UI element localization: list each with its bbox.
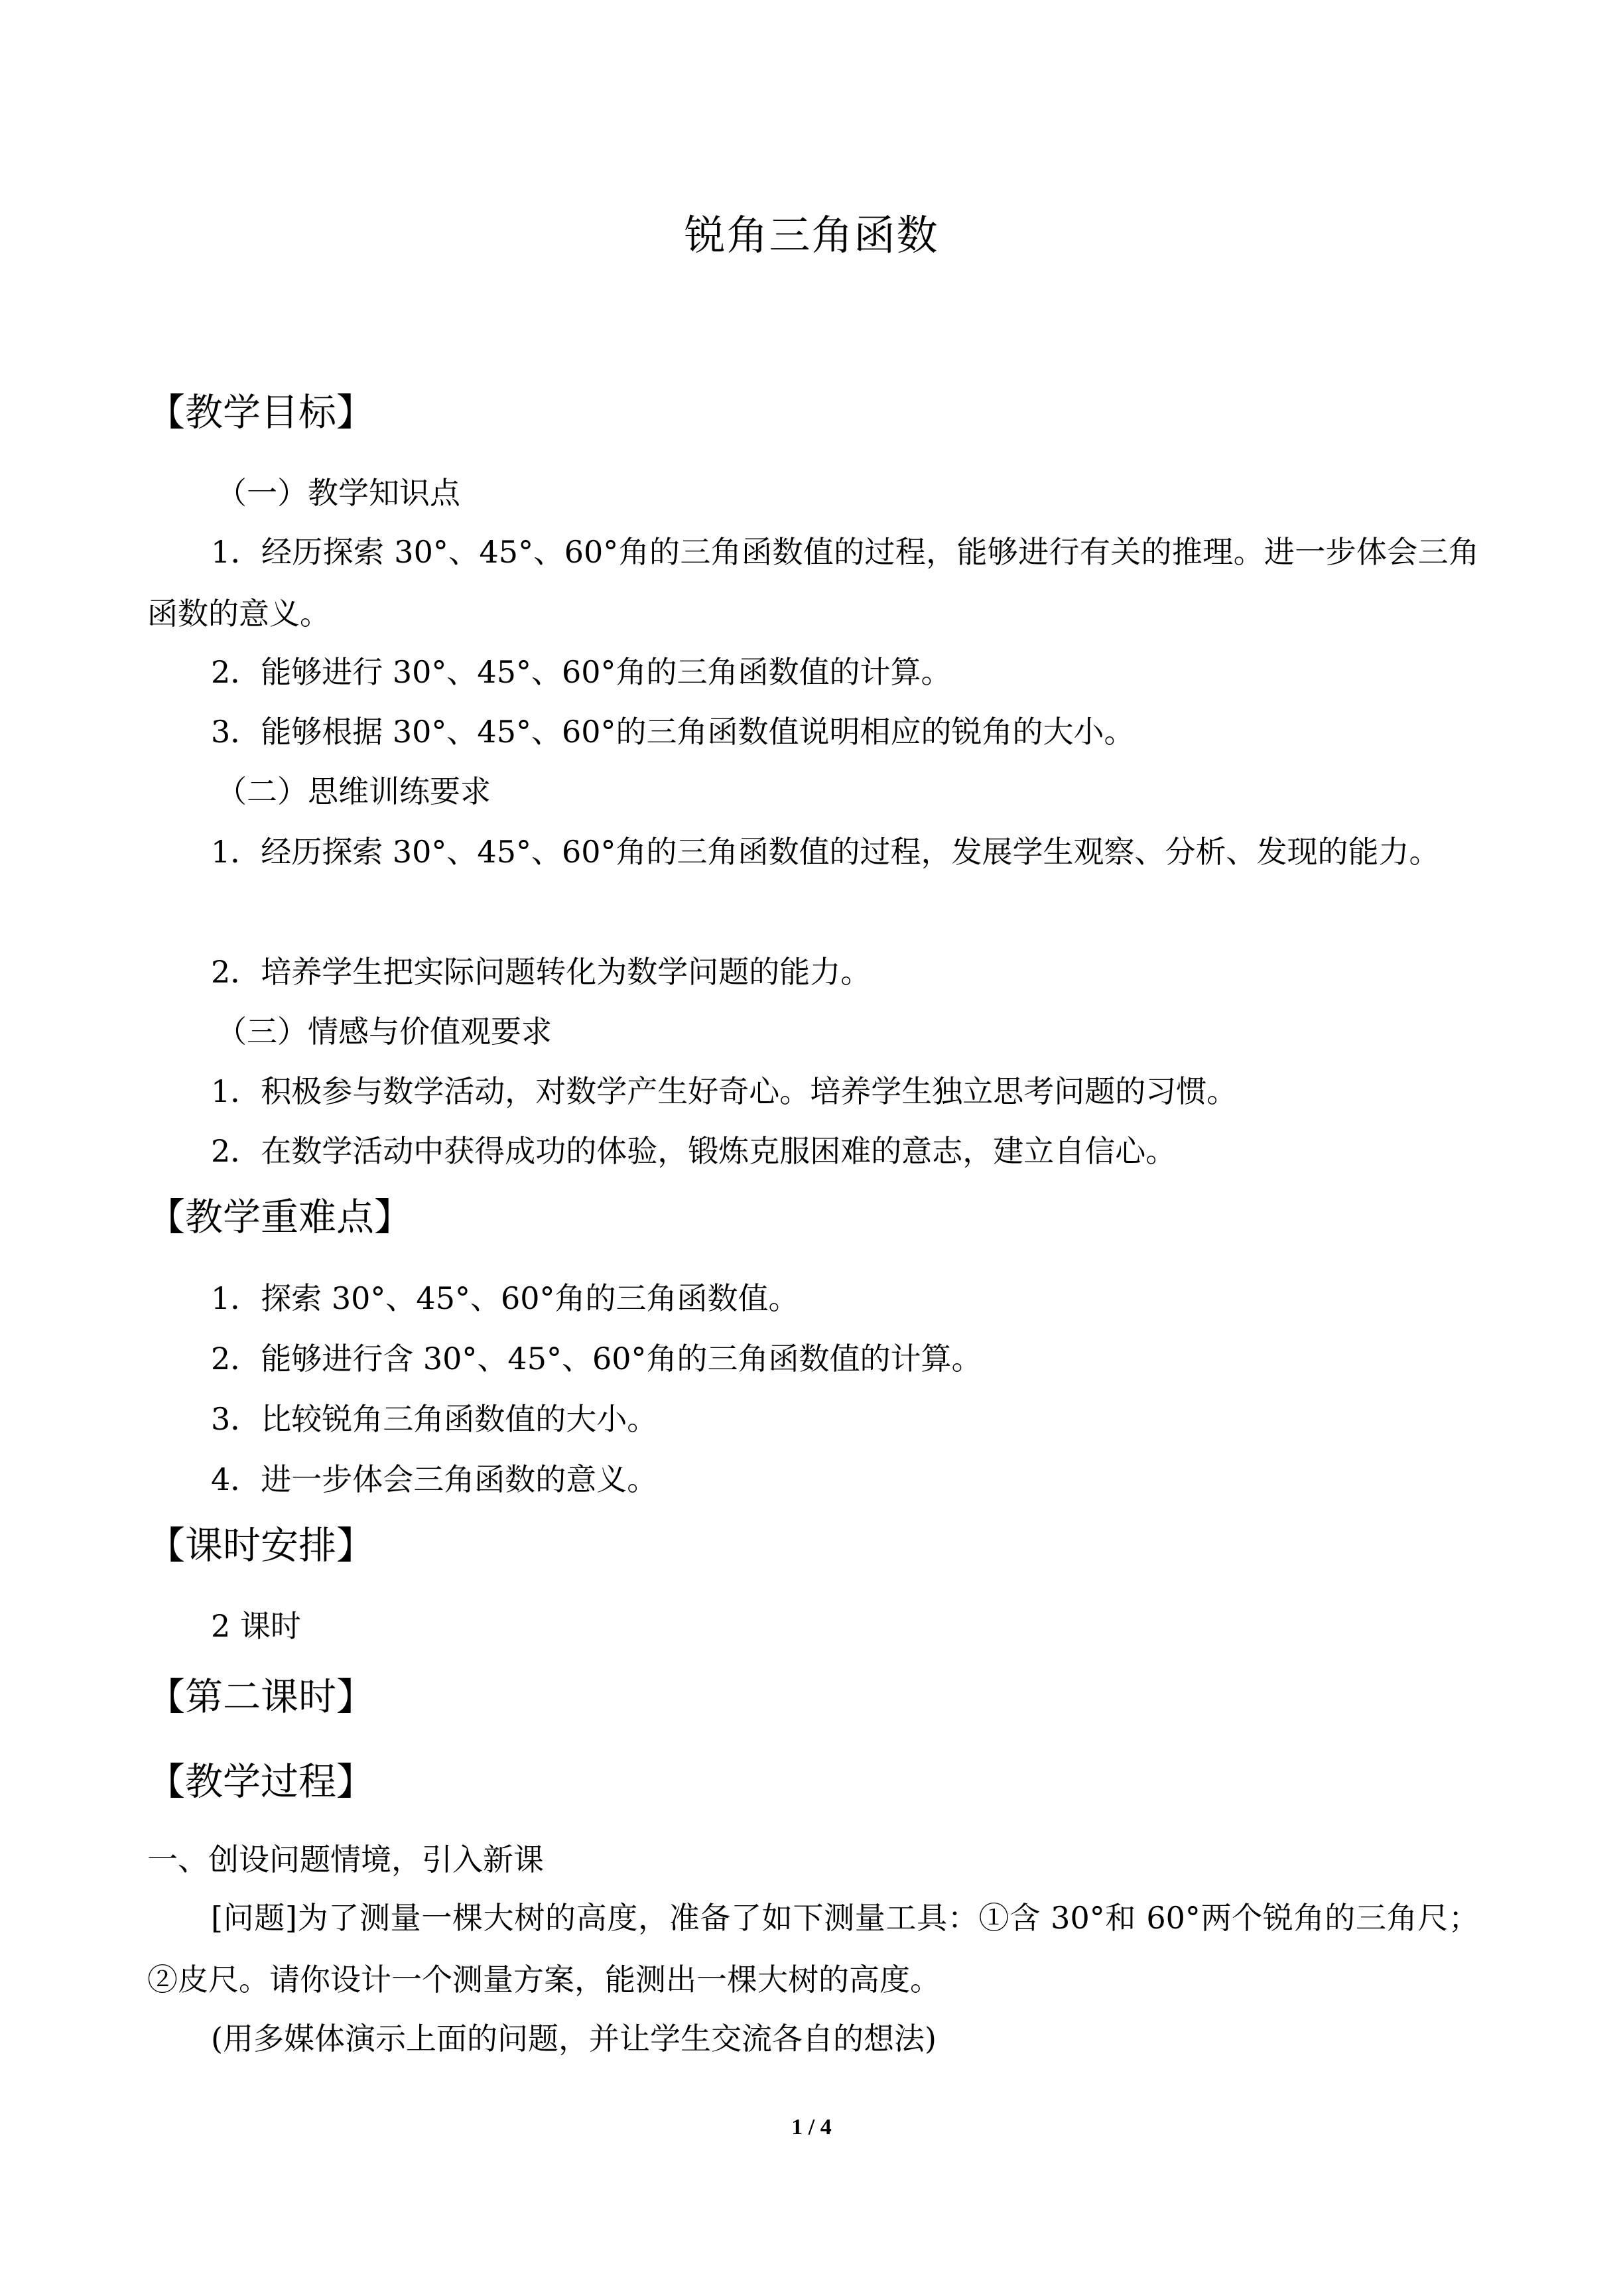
document-title: 锐角三角函数 xyxy=(684,211,939,259)
step1-title: 一、创设问题情境，引入新课 xyxy=(147,1842,544,1877)
item-keypoint-4: 4．进一步体会三角函数的意义。 xyxy=(211,1461,658,1497)
item-emotion-1: 1．积极参与数学活动，对数学产生好奇心。培养学生独立思考问题的习惯。 xyxy=(211,1073,1238,1109)
item-knowledge-2: 2．能够进行 30°、45°、60°角的三角函数值的计算。 xyxy=(211,654,952,690)
subheading-knowledge: （一）教学知识点 xyxy=(216,475,460,511)
paragraph-knowledge-1: 1．经历探索 30°、45°、60°角的三角函数值的过程，能够进行有关的推理。进一步体会三角函数的意义。 xyxy=(147,534,1479,632)
paragraph-problem: [问题]为了测量一棵大树的高度，准备了如下测量工具：①含 30°和 60°两个锐角的三角尺；②皮尺。请你设计一个测量方案，能测出一棵大树的高度。 xyxy=(147,1900,1480,1997)
heading-schedule: 【课时安排】 xyxy=(147,1524,374,1568)
subheading-thinking: （二）思维训练要求 xyxy=(216,774,491,809)
multimedia-note: (用多媒体演示上面的问题，并让学生交流各自的想法) xyxy=(211,2021,937,2057)
page-number: 1 / 4 xyxy=(791,2115,832,2139)
heading-process: 【教学过程】 xyxy=(147,1760,374,1804)
item-keypoint-1: 1．探索 30°、45°、60°角的三角函数值。 xyxy=(211,1280,799,1316)
item-emotion-2: 2．在数学活动中获得成功的体验，锻炼克服困难的意志，建立自信心。 xyxy=(211,1133,1177,1169)
item-thinking-2: 2．培养学生把实际问题转化为数学问题的能力。 xyxy=(211,954,872,990)
paragraph-thinking-1: 1．经历探索 30°、45°、60°角的三角函数值的过程，发展学生观察、分析、发现的能力。 xyxy=(211,834,1440,870)
subheading-emotion: （三）情感与价值观要求 xyxy=(216,1014,552,1049)
schedule-value: 2 课时 xyxy=(211,1608,301,1644)
item-knowledge-3: 3．能够根据 30°、45°、60°的三角函数值说明相应的锐角的大小。 xyxy=(211,714,1135,750)
item-keypoint-2: 2．能够进行含 30°、45°、60°角的三角函数值的计算。 xyxy=(211,1341,982,1377)
heading-objectives: 【教学目标】 xyxy=(147,391,374,435)
heading-keypoints: 【教学重难点】 xyxy=(147,1195,412,1239)
heading-lesson: 【第二课时】 xyxy=(147,1675,374,1719)
item-keypoint-3: 3．比较锐角三角函数值的大小。 xyxy=(211,1401,658,1437)
